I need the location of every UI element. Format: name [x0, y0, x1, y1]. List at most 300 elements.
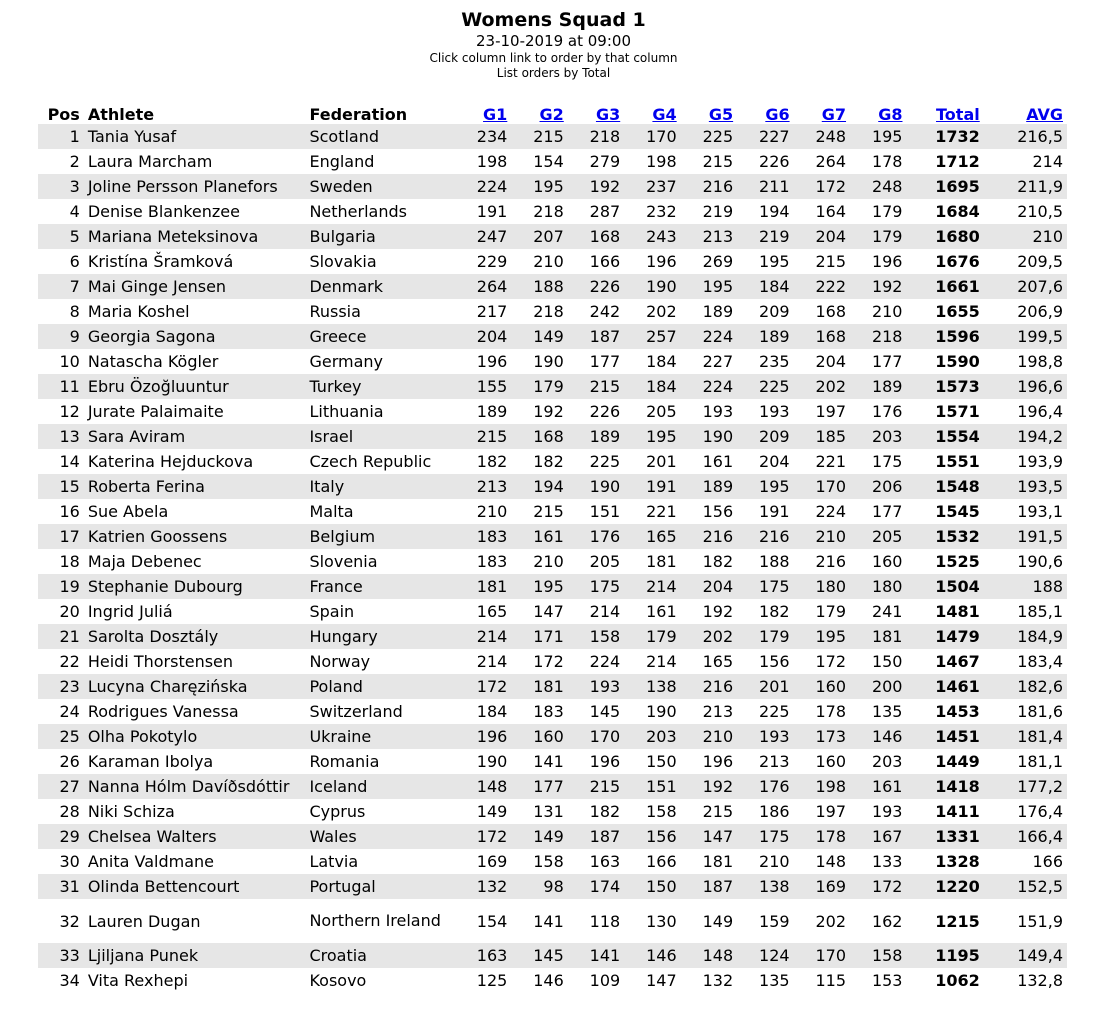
federation-name: Latvia — [309, 852, 359, 871]
average-score: 181,4 — [984, 724, 1067, 749]
column-header-total — [906, 98, 983, 124]
game-score-g3: 215 — [568, 374, 624, 399]
game-score-g1: 172 — [455, 824, 511, 849]
average-score: 152,5 — [984, 874, 1067, 899]
game-score-g7: 185 — [794, 424, 850, 449]
position-cell: 24 — [59, 702, 80, 721]
total-score: 1467 — [935, 652, 980, 671]
game-score-g2: 195 — [511, 174, 567, 199]
game-score-g5: 195 — [681, 274, 737, 299]
federation-name: Slovakia — [309, 252, 377, 271]
game-score-g2: 218 — [533, 202, 564, 221]
game-score-g1: 234 — [455, 124, 511, 149]
game-score-g5: 269 — [702, 252, 734, 271]
federation-name: Ukraine — [305, 724, 454, 749]
game-score-g3: 163 — [589, 852, 621, 871]
total-score: 1545 — [935, 502, 980, 521]
average-score: 193,9 — [1017, 452, 1063, 471]
game-score-g7: 210 — [794, 524, 850, 549]
game-score-g7: 164 — [815, 202, 847, 221]
game-score-g8: 206 — [850, 474, 906, 499]
federation-name: Norway — [309, 652, 371, 671]
game-score-g6: 211 — [737, 174, 793, 199]
average-score: 181,1 — [1017, 752, 1063, 771]
table-row — [38, 174, 1067, 199]
game-score-g2: 149 — [511, 824, 567, 849]
table-row — [38, 324, 1067, 349]
game-score-g5: 224 — [681, 324, 737, 349]
game-score-g6: 195 — [759, 252, 790, 271]
game-score-g6: 209 — [759, 302, 790, 321]
game-score-g7: 204 — [794, 224, 850, 249]
federation-name: Netherlands — [309, 202, 407, 221]
game-score-g3: 109 — [589, 971, 621, 990]
federation-name: Switzerland — [309, 702, 403, 721]
game-score-g8: 205 — [850, 524, 906, 549]
game-score-g5: 149 — [702, 911, 734, 931]
game-score-g5: 161 — [702, 452, 734, 471]
federation-name: Hungary — [305, 624, 454, 649]
athlete-name: Karaman Ibolya — [87, 752, 214, 771]
table-row — [38, 699, 1067, 724]
game-score-g4: 190 — [646, 702, 677, 721]
game-score-g7: 215 — [815, 252, 847, 271]
table-row — [38, 224, 1067, 249]
sort-link-g3[interactable]: G3 — [595, 105, 621, 124]
game-score-g7: 169 — [794, 874, 850, 899]
game-score-g3: 279 — [589, 152, 621, 171]
athlete-name: Sara Aviram — [84, 424, 306, 449]
game-score-g3: 182 — [589, 802, 621, 821]
game-score-g4: 181 — [646, 552, 677, 571]
game-score-g1: 183 — [455, 524, 511, 549]
game-score-g4: 130 — [646, 911, 677, 931]
game-score-g2: 149 — [511, 324, 567, 349]
average-score: 166,4 — [984, 824, 1067, 849]
game-score-g4: 191 — [624, 474, 680, 499]
athlete-name: Chelsea Walters — [84, 824, 306, 849]
game-score-g4: 221 — [646, 502, 677, 521]
federation-name: Czech Republic — [309, 452, 432, 471]
position-cell: 4 — [69, 202, 80, 221]
game-score-g3: 190 — [568, 474, 624, 499]
game-score-g3: 177 — [589, 352, 621, 371]
game-score-g1: 190 — [476, 752, 508, 771]
game-score-g6: 219 — [737, 224, 793, 249]
average-score: 207,6 — [984, 274, 1067, 299]
game-score-g5: 216 — [681, 674, 737, 699]
table-row — [38, 649, 1067, 674]
game-score-g6: 201 — [737, 674, 793, 699]
game-score-g6: 193 — [737, 724, 793, 749]
average-score: 199,5 — [984, 324, 1067, 349]
game-score-g3: 189 — [568, 424, 624, 449]
game-score-g1: 182 — [476, 452, 508, 471]
federation-name: Romania — [309, 752, 380, 771]
average-score: 185,1 — [1017, 602, 1063, 621]
game-score-g3: 196 — [589, 752, 621, 771]
athlete-name: Laura Marcham — [87, 152, 213, 171]
federation-name: Malta — [309, 502, 354, 521]
column-header-g4 — [624, 98, 680, 124]
game-score-g6: 216 — [737, 524, 793, 549]
athlete-name: Jurate Palaimaite — [87, 402, 224, 421]
game-score-g1: 247 — [455, 224, 511, 249]
game-score-g8: 241 — [871, 602, 903, 621]
table-row — [38, 499, 1067, 524]
game-score-g3: 141 — [568, 943, 624, 968]
game-score-g6: 204 — [759, 452, 790, 471]
page-title: Womens Squad 1 — [461, 9, 646, 31]
position-cell: 14 — [59, 452, 80, 471]
athlete-name: Rodrigues Vanessa — [87, 702, 239, 721]
game-score-g3: 170 — [568, 724, 624, 749]
average-score: 210 — [984, 224, 1067, 249]
athlete-name: Tania Yusaf — [84, 124, 306, 149]
game-score-g5: 156 — [702, 502, 734, 521]
total-score: 1712 — [935, 152, 980, 171]
position-cell: 26 — [59, 752, 80, 771]
game-score-g8: 153 — [871, 971, 903, 990]
game-score-g7: 248 — [794, 124, 850, 149]
sort-link-total[interactable]: Total — [936, 105, 980, 124]
game-score-g7: 172 — [794, 174, 850, 199]
total-score: 1695 — [906, 174, 983, 199]
total-score: 1195 — [906, 943, 983, 968]
game-score-g1: 264 — [455, 274, 511, 299]
game-score-g8: 175 — [871, 452, 903, 471]
game-score-g8: 146 — [850, 724, 906, 749]
position-cell: 19 — [38, 574, 84, 599]
column-header-g2 — [511, 98, 567, 124]
sort-link-g8[interactable]: G8 — [878, 105, 903, 124]
athlete-name: Natascha Kögler — [87, 352, 219, 371]
game-score-g5: 147 — [681, 824, 737, 849]
game-score-g4: 184 — [646, 352, 677, 371]
game-score-g8: 189 — [850, 374, 906, 399]
average-score: 206,9 — [1017, 302, 1063, 321]
athlete-name: Georgia Sagona — [84, 324, 306, 349]
total-score: 1331 — [906, 824, 983, 849]
athlete-name: Lauren Dugan — [87, 911, 201, 931]
game-score-g2: 146 — [533, 971, 564, 990]
position-cell: 8 — [69, 302, 80, 321]
game-score-g2: 177 — [511, 774, 567, 799]
game-score-g1: 169 — [476, 852, 508, 871]
athlete-name: Katrien Goossens — [84, 524, 306, 549]
game-score-g1: 172 — [455, 674, 511, 699]
page-header — [0, 0, 1107, 81]
sort-link-g4[interactable]: G4 — [652, 105, 677, 124]
total-score: 1453 — [935, 702, 980, 721]
game-score-g3: 176 — [568, 524, 624, 549]
position-cell: 29 — [38, 824, 84, 849]
athlete-name: Anita Valdmane — [87, 852, 215, 871]
game-score-g3: 168 — [568, 224, 624, 249]
sort-link-g7[interactable]: G7 — [821, 105, 847, 124]
game-score-g4: 232 — [646, 202, 677, 221]
game-score-g1: 184 — [476, 702, 508, 721]
game-score-g6: 225 — [737, 374, 793, 399]
total-score: 1451 — [906, 724, 983, 749]
game-score-g2: 190 — [533, 352, 564, 371]
game-score-g8: 192 — [850, 274, 906, 299]
game-score-g6: 191 — [759, 502, 790, 521]
game-score-g1: 214 — [455, 624, 511, 649]
table-row — [38, 274, 1067, 299]
athlete-name: Denise Blankenzee — [87, 202, 240, 221]
column-header-avg — [984, 98, 1067, 124]
athlete-name: Vita Rexhepi — [87, 971, 189, 990]
game-score-g6: 225 — [759, 702, 790, 721]
table-row — [38, 574, 1067, 599]
position-cell: 11 — [38, 374, 84, 399]
position-cell: 21 — [38, 624, 84, 649]
game-score-g2: 131 — [533, 802, 564, 821]
federation-name: Greece — [305, 324, 454, 349]
federation-name: Iceland — [305, 774, 454, 799]
game-score-g3: 205 — [589, 552, 621, 571]
table-row — [38, 299, 1067, 324]
sort-link-avg[interactable]: AVG — [1026, 105, 1063, 124]
table-row — [38, 524, 1067, 549]
game-score-g3: 193 — [568, 674, 624, 699]
game-score-g7: 222 — [794, 274, 850, 299]
federation-name: Bulgaria — [305, 224, 454, 249]
game-score-g8: 218 — [850, 324, 906, 349]
table-row — [38, 899, 1067, 943]
federation-name: England — [309, 152, 375, 171]
game-score-g8: 176 — [871, 402, 903, 421]
game-score-g5: 196 — [702, 752, 734, 771]
game-score-g6: 195 — [737, 474, 793, 499]
column-header-g3 — [568, 98, 624, 124]
game-score-g1: 132 — [455, 874, 511, 899]
average-score: 214 — [1032, 152, 1063, 171]
total-score: 1418 — [906, 774, 983, 799]
game-score-g5: 213 — [681, 224, 737, 249]
game-score-g5: 213 — [702, 702, 734, 721]
total-score: 1571 — [935, 402, 980, 421]
position-cell: 12 — [59, 402, 80, 421]
game-score-g1: 155 — [455, 374, 511, 399]
game-score-g8: 203 — [850, 424, 906, 449]
game-score-g7: 178 — [815, 702, 847, 721]
game-score-g5: 132 — [702, 971, 734, 990]
game-score-g2: 145 — [511, 943, 567, 968]
game-score-g7: 115 — [815, 971, 847, 990]
game-score-g8: 179 — [850, 224, 906, 249]
game-score-g2: 210 — [533, 552, 564, 571]
game-score-g7: 198 — [794, 774, 850, 799]
game-score-g3: 287 — [589, 202, 621, 221]
table-row — [38, 474, 1067, 499]
game-score-g4: 195 — [624, 424, 680, 449]
game-score-g5: 192 — [681, 774, 737, 799]
game-score-g7: 264 — [815, 152, 847, 171]
game-score-g3: 242 — [589, 302, 621, 321]
game-score-g5: 187 — [681, 874, 737, 899]
event-date: 23-10-2019 at 09:00 — [475, 32, 631, 50]
athlete-name: Sarolta Dosztály — [84, 624, 306, 649]
average-score: 209,5 — [1017, 252, 1063, 271]
game-score-g1: 213 — [455, 474, 511, 499]
game-score-g4: 201 — [646, 452, 677, 471]
game-score-g7: 221 — [815, 452, 847, 471]
game-score-g4: 179 — [624, 624, 680, 649]
game-score-g5: 148 — [681, 943, 737, 968]
results-table — [38, 98, 1067, 993]
federation-name: Turkey — [305, 374, 454, 399]
average-score: 181,6 — [1017, 702, 1063, 721]
game-score-g4: 190 — [624, 274, 680, 299]
column-header-g6 — [737, 98, 793, 124]
table-row — [38, 624, 1067, 649]
sort-link-g1[interactable]: G1 — [483, 105, 508, 124]
game-score-g7: 160 — [794, 674, 850, 699]
position-cell: 1 — [38, 124, 84, 149]
game-score-g8: 162 — [871, 911, 903, 931]
game-score-g3: 187 — [568, 824, 624, 849]
game-score-g8: 178 — [871, 152, 903, 171]
average-score: 210,5 — [1017, 202, 1063, 221]
game-score-g6: 182 — [759, 602, 790, 621]
game-score-g5: 182 — [702, 552, 734, 571]
game-score-g1: 229 — [476, 252, 508, 271]
position-cell: 23 — [38, 674, 84, 699]
game-score-g7: 170 — [794, 943, 850, 968]
federation-name: Wales — [305, 824, 454, 849]
position-cell: 9 — [38, 324, 84, 349]
game-score-g5: 202 — [681, 624, 737, 649]
sort-instruction: Click column link to order by that column — [429, 51, 678, 65]
sort-link-g5[interactable]: G5 — [708, 105, 734, 124]
game-score-g8: 135 — [871, 702, 903, 721]
total-score: 1551 — [935, 452, 980, 471]
table-row — [38, 449, 1067, 474]
position-cell: 32 — [59, 911, 80, 931]
game-score-g8: 133 — [871, 852, 903, 871]
game-score-g3: 174 — [568, 874, 624, 899]
game-score-g7: 170 — [794, 474, 850, 499]
game-score-g1: 196 — [455, 724, 511, 749]
game-score-g2: 161 — [511, 524, 567, 549]
total-score: 1411 — [935, 802, 980, 821]
average-score: 149,4 — [984, 943, 1067, 968]
position-cell: 27 — [38, 774, 84, 799]
total-score: 1573 — [906, 374, 983, 399]
game-score-g2: 98 — [511, 874, 567, 899]
game-score-g4: 184 — [624, 374, 680, 399]
average-score: 183,4 — [1017, 652, 1063, 671]
federation-name: Kosovo — [309, 971, 367, 990]
average-score: 191,5 — [984, 524, 1067, 549]
game-score-g3: 214 — [589, 602, 621, 621]
game-score-g1: 217 — [476, 302, 508, 321]
sort-link-g6[interactable]: G6 — [765, 105, 790, 124]
game-score-g5: 165 — [702, 652, 734, 671]
game-score-g7: 148 — [815, 852, 847, 871]
average-score: 196,6 — [984, 374, 1067, 399]
federation-name: Russia — [309, 302, 361, 321]
athlete-name: Ljiljana Punek — [84, 943, 306, 968]
table-row — [38, 774, 1067, 799]
sort-link-g2[interactable]: G2 — [539, 105, 564, 124]
game-score-g4: 158 — [646, 802, 677, 821]
average-score: 216,5 — [984, 124, 1067, 149]
total-score: 1676 — [935, 252, 980, 271]
game-score-g4: 243 — [624, 224, 680, 249]
average-score: 194,2 — [984, 424, 1067, 449]
athlete-name: Olinda Bettencourt — [84, 874, 306, 899]
table-row — [38, 724, 1067, 749]
position-cell: 2 — [69, 152, 80, 171]
athlete-name: Kristína Šramková — [87, 252, 234, 271]
game-score-g6: 235 — [759, 352, 790, 371]
federation-name: Italy — [305, 474, 454, 499]
game-score-g8: 248 — [850, 174, 906, 199]
game-score-g4: 150 — [624, 874, 680, 899]
game-score-g3: 218 — [568, 124, 624, 149]
game-score-g7: 204 — [815, 352, 847, 371]
position-cell: 17 — [38, 524, 84, 549]
column-header-g5 — [681, 98, 737, 124]
federation-name: Germany — [309, 352, 383, 371]
game-score-g5: 192 — [702, 602, 734, 621]
position-cell: 6 — [69, 252, 80, 271]
game-score-g1: 154 — [476, 911, 508, 931]
column-header-g7 — [794, 98, 850, 124]
average-score: 132,8 — [1017, 971, 1063, 990]
game-score-g7: 160 — [815, 752, 847, 771]
game-score-g7: 168 — [815, 302, 847, 321]
table-row — [38, 943, 1067, 968]
game-score-g7: 180 — [794, 574, 850, 599]
table-row — [38, 149, 1067, 174]
game-score-g2: 195 — [511, 574, 567, 599]
federation-name: Sweden — [305, 174, 454, 199]
game-score-g8: 150 — [871, 652, 903, 671]
game-score-g1: 181 — [455, 574, 511, 599]
game-score-g2: 141 — [533, 752, 564, 771]
total-score: 1661 — [906, 274, 983, 299]
total-score: 1532 — [906, 524, 983, 549]
game-score-g7: 173 — [794, 724, 850, 749]
total-score: 1461 — [906, 674, 983, 699]
position-cell: 5 — [38, 224, 84, 249]
game-score-g7: 216 — [815, 552, 847, 571]
game-score-g1: 224 — [455, 174, 511, 199]
game-score-g3: 175 — [568, 574, 624, 599]
game-score-g7: 202 — [815, 911, 847, 931]
game-score-g2: 182 — [533, 452, 564, 471]
game-score-g8: 160 — [871, 552, 903, 571]
game-score-g5: 224 — [681, 374, 737, 399]
game-score-g8: 179 — [871, 202, 903, 221]
table-row — [38, 349, 1067, 374]
game-score-g2: 179 — [511, 374, 567, 399]
game-score-g4: 161 — [646, 602, 677, 621]
game-score-g7: 172 — [815, 652, 847, 671]
game-score-g5: 181 — [702, 852, 734, 871]
average-score: 211,9 — [984, 174, 1067, 199]
table-row — [38, 968, 1067, 993]
game-score-g4: 138 — [624, 674, 680, 699]
athlete-name: Nanna Hólm Davíðsdóttir — [84, 774, 306, 799]
average-score: 188 — [984, 574, 1067, 599]
game-score-g4: 150 — [646, 752, 677, 771]
federation-name: Lithuania — [309, 402, 384, 421]
